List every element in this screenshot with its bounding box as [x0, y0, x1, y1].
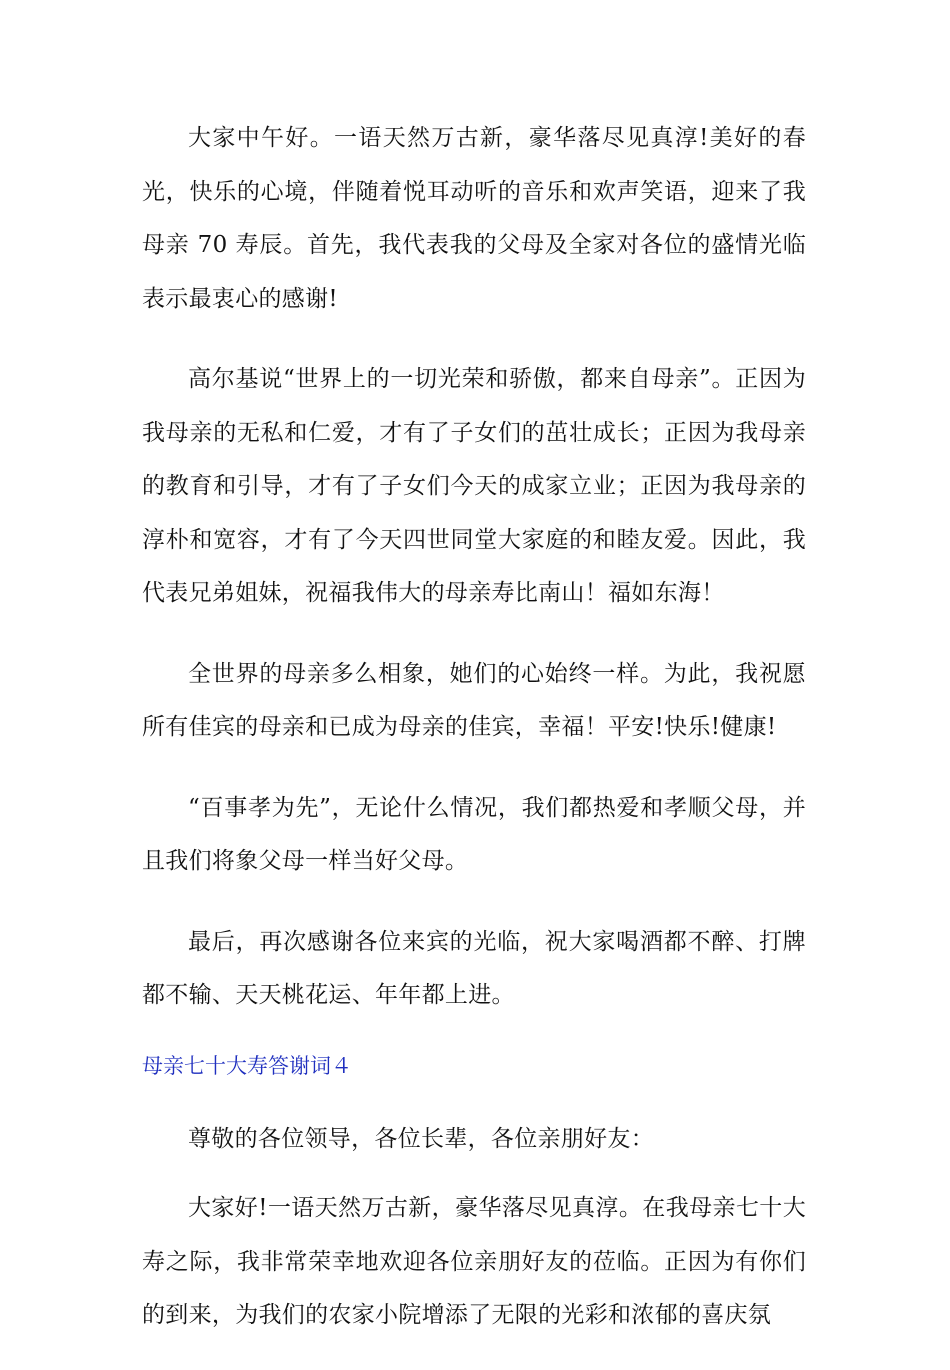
document-body: [142, 112, 806, 1370]
paragraph-filial-piety: “百事孝为先”，无论什么情况，我们都热爱和孝顺父母，并且我们将象父母一样当好父母。: [142, 794, 806, 874]
paragraph-gorky-quote: 高尔基说“世界上的一切光荣和骄傲，都来自母亲”。正因为我母亲的无私和仁爱，才有了子女们的茁壮成长；正因为我母亲的教育和引导，才有了子女们今天的成家立业；正因为我母亲的淳朴和宽容，才有了今天四世同堂大家庭的和睦友爱。因此，我代表兄弟姐妹，祝福我伟大的母亲寿比南山！福如东海！: [142, 366, 806, 606]
paragraph-blessing-mothers: 全世界的母亲多么相象，她们的心始终一样。为此，我祝愿所有佳宾的母亲和已成为母亲的佳宾，幸福！平安!快乐!健康!: [142, 660, 806, 740]
paragraph-welcome: 大家好!一语天然万古新，豪华落尽见真淳。在我母亲七十大寿之际，我非常荣幸地欢迎各位亲朋好友的莅临。正因为有你们的到来，为我们的农家小院增添了无限的光彩和浓郁的喜庆氛: [142, 1195, 806, 1328]
section-heading: 母亲七十大寿答谢词４: [142, 1053, 352, 1078]
paragraph-opening-thanks: 大家中午好。一语天然万古新，豪华落尽见真淳!美好的春光，快乐的心境，伴随着悦耳动听的音乐和欢声笑语，迎来了我母亲 70 寿辰。首先，我代表我的父母及全家对各位的盛情光临表示最衷心的感谢!: [142, 125, 806, 312]
paragraph-closing-wishes: 最后，再次感谢各位来宾的光临，祝大家喝酒都不醉、打牌都不输、天天桃花运、年年都上进。: [142, 928, 806, 1008]
paragraph-greeting: 尊敬的各位领导，各位长辈，各位亲朋好友：: [188, 1125, 654, 1152]
